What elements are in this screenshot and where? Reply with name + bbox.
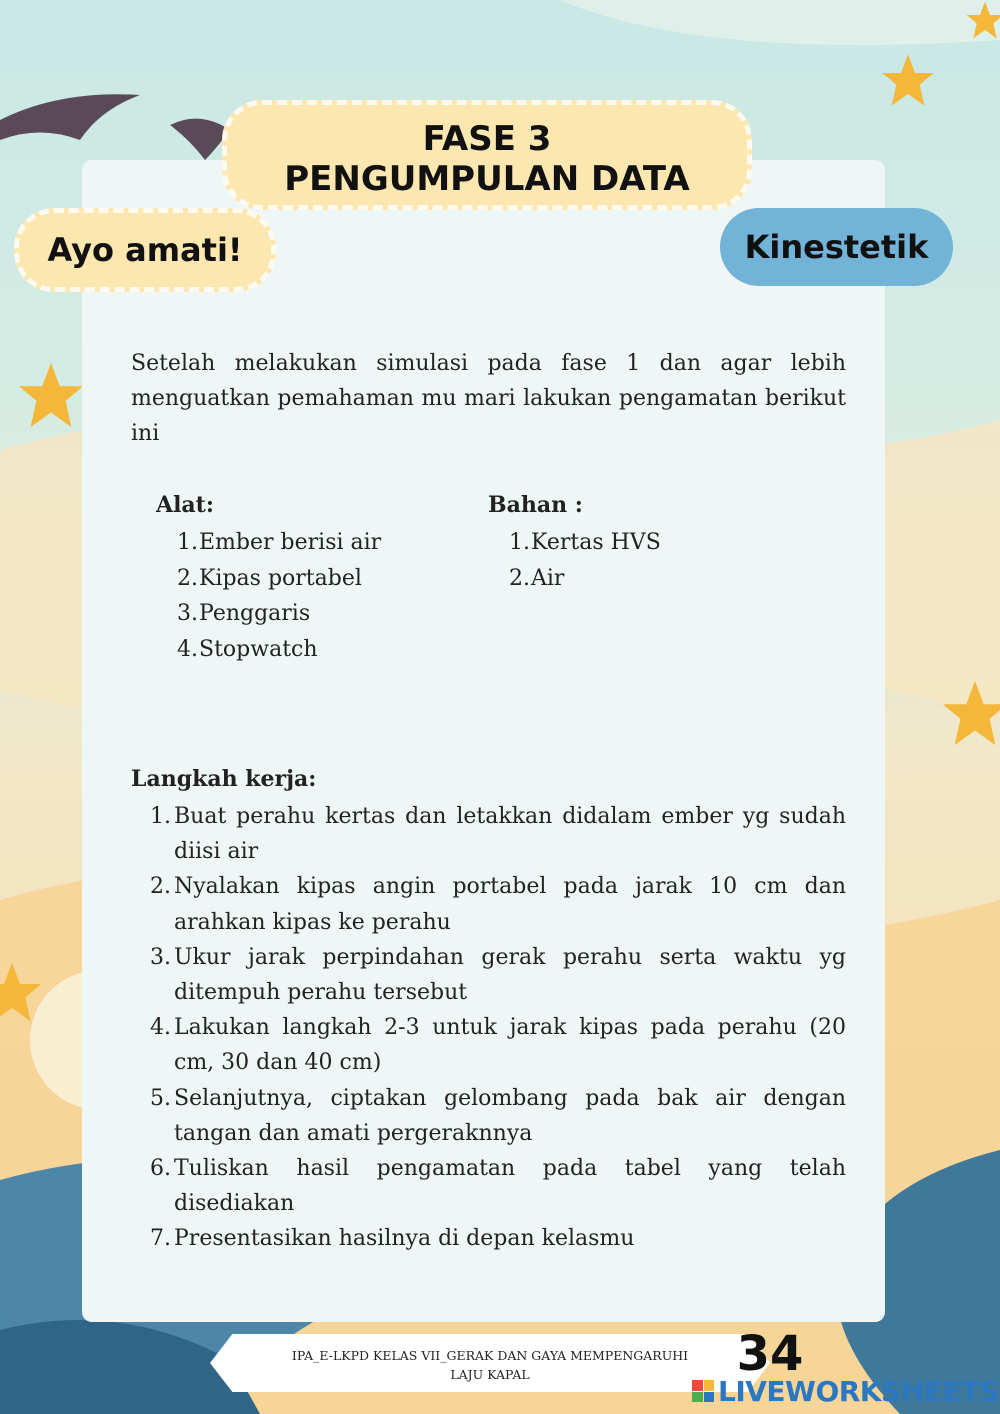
list-item: 5. Selanjutnya, ciptakan gelombang pada bak air dengan tangan dan amati pergeraknnya bbox=[150, 1085, 846, 1146]
list-item: 1. Buat perahu kertas dan letakkan didalam ember yg sudah diisi air bbox=[150, 804, 846, 865]
list-item: 2. Nyalakan kipas angin portabel pada jarak 10 cm dan arahkan kipas ke perahu bbox=[150, 874, 846, 935]
bahan-heading: Bahan : bbox=[488, 492, 583, 518]
bahan-list bbox=[509, 525, 661, 596]
page-number: 34 bbox=[736, 1326, 804, 1382]
star-icon bbox=[880, 52, 936, 108]
list-item: 2.Kipas portabel bbox=[177, 565, 362, 591]
list-item: 4. Lakukan langkah 2-3 untuk jarak kipas pada perahu (20 cm, 30 dan 40 cm) bbox=[150, 1015, 846, 1076]
watermark-text: LIVEWORKSHEETS bbox=[718, 1374, 1000, 1408]
intro-paragraph: Setelah melakukan simulasi pada fase 1 dan agar lebih menguatkan pemahaman mu mari lakukan pengamatan berikut ini bbox=[131, 351, 846, 446]
list-item: 6. Tuliskan hasil pengamatan pada tabel yang telah disediakan bbox=[150, 1156, 846, 1217]
langkah-heading: Langkah kerja: bbox=[131, 766, 317, 792]
star-icon bbox=[0, 960, 44, 1024]
langkah-list bbox=[150, 799, 846, 1257]
ayo-amati-badge: Ayo amati! bbox=[14, 208, 276, 292]
list-item: 7. Presentasikan hasilnya di depan kelasmu bbox=[150, 1226, 635, 1252]
alat-heading: Alat: bbox=[156, 492, 214, 518]
list-item: 2.Air bbox=[509, 565, 565, 591]
star-icon bbox=[940, 668, 1000, 758]
list-item: 1.Kertas HVS bbox=[509, 530, 661, 555]
star-icon bbox=[960, 0, 1000, 40]
phase-title-box bbox=[222, 100, 752, 210]
list-item: 1.Ember berisi air bbox=[177, 530, 382, 555]
list-item: 3. Ukur jarak perpindahan gerak perahu serta waktu yg ditempuh perahu tersebut bbox=[150, 944, 846, 1006]
phase-title-line2: PENGUMPULAN DATA bbox=[284, 159, 690, 199]
list-item: 3.Penggaris bbox=[177, 601, 311, 626]
liveworksheets-watermark[interactable] bbox=[692, 1374, 999, 1408]
star-icon bbox=[16, 360, 86, 430]
list-item: 4.Stopwatch bbox=[177, 636, 318, 662]
learning-style-badge: Kinestetik bbox=[720, 208, 953, 286]
alat-list bbox=[177, 525, 381, 667]
phase-title-line1: FASE 3 bbox=[422, 119, 552, 159]
liveworksheets-logo-icon bbox=[692, 1380, 714, 1402]
footer-caption: IPA_E-LKPD KELAS VII_GERAK DAN GAYA MEMPENGARUHI LAJU KAPAL bbox=[291, 1348, 689, 1382]
